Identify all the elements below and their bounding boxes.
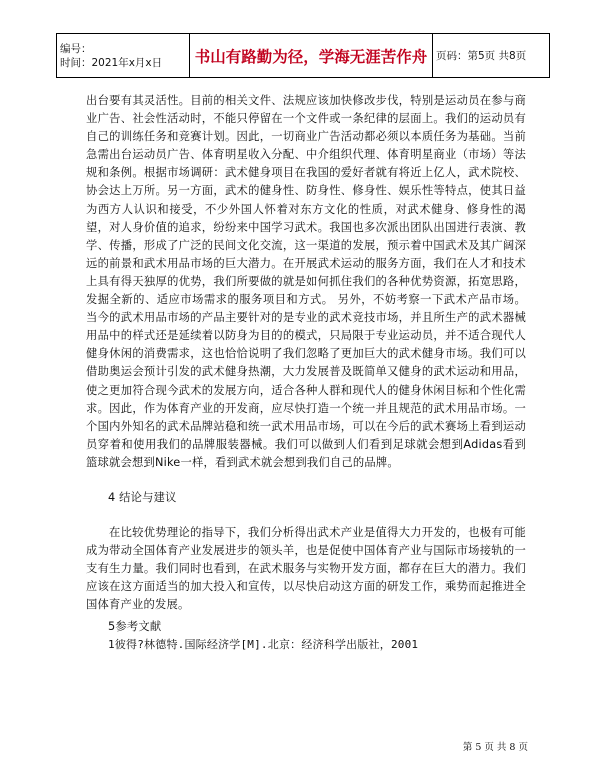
section-5-heading: 5参考文献 [108,619,162,633]
paragraph-2: 在比较优势理论的指导下，我们分析得出武术产业是值得大力开发的，也极有可能成为带动全国体育产业发展进步的领头羊，也是促使中国体育产业与国际市场接轨的一支有生力量。我们同时也看到，在武术服务与实物开发方面，都存在巨大的潜力。我们应该在这方面适当的加大投入和宣传，以尽快启动这方面的研发工作，乘势而起推进全国体育产业的发展。 [86,526,526,612]
header-time-label: 时间：2021年x月x日 [60,56,163,69]
section-4-heading: 4 结论与建议 [108,490,177,504]
page-header [56,33,550,78]
header-number-label: 编号： [60,42,92,55]
header-motto: 书山有路勤为径，学海无涯苦作舟 [190,34,433,78]
header-page-label: 页码：第5页 共8页 [433,34,550,78]
header-meta [57,34,190,78]
reference-item-1: 1彼得?林德特.国际经济学[M].北京：经济科学出版社，2001 [108,637,419,651]
paragraph-1: 出台要有其灵活性。目前的相关文件、法规应该加快修改步伐，特别是运动员在参与商业广告、社会性活动时，不能只停留在一个文件或一条纪律的层面上。我们的运动员有自己的训练任务和竞赛计划。因此，一切商业广告活动都必须以本质任务为基础。当前急需出台运动员广告、体育明星收入分配、中介组织代理、体育明星商业（市场）等法规和条例。根据市场调研：武术健身项目在我国的爱好者就有将近上亿人，武术院校、协会达上万所。另一方面，武术的健身性、防身性、修身性、娱乐性等特点，使其日益为西方人认识和接受，不少外国人怀着对东方文化的性质，对武术健身、修身性的渴望，对人身价值的追求，纷纷来中国学习武术。我国也多次派出团队出国进行表演、教学、传播，形成了广泛的民间文化交流，这一渠道的发展，预示着中国武术及其广阔深远的前景和武术用品市场的巨大潜力。在开展武术运动的服务方面，我们在人才和技术上具有得天独厚的优势，我们所要做的就是如何抓住我们的各种优势资源，拓宽思路，发掘全新的、适应市场需求的服务项目和方式。 另外，不妨考察一下武术产品市场。当今的武术用品市场的产品主要针对的是专业的武术竞技市场，并且所生产的武术器械用品中的样式还是延续着以防身为目的的模式，只局限于专业运动员，并不适合现代人健身休闲的消费需求，这也恰恰说明了我们忽略了更加巨大的武术健身市场。我们可以借助奥运会预计引发的武术健身热潮，大力发展普及既简单又健身的武术运动和用品，使之更加符合现今武术的发展方向，适合各种人群和现代人的健身休闲目标和个性化需求。因此，作为体育产业的开发商，应尽快打造一个统一并且规范的武术用品市场。一个国内外知名的武术品牌站稳和统一武术用品市场，可以在今后的武术赛场上看到运动员穿着和使用我们的品牌服装器械。我们可以做到人们看到足球就会想到Adidas看到篮球就会想到Nike一样，看到武术就会想到我们自己的品牌。 [86,94,526,469]
page-footer: 第 5 页 共 8 页 [462,742,528,753]
body-text [86,92,526,654]
